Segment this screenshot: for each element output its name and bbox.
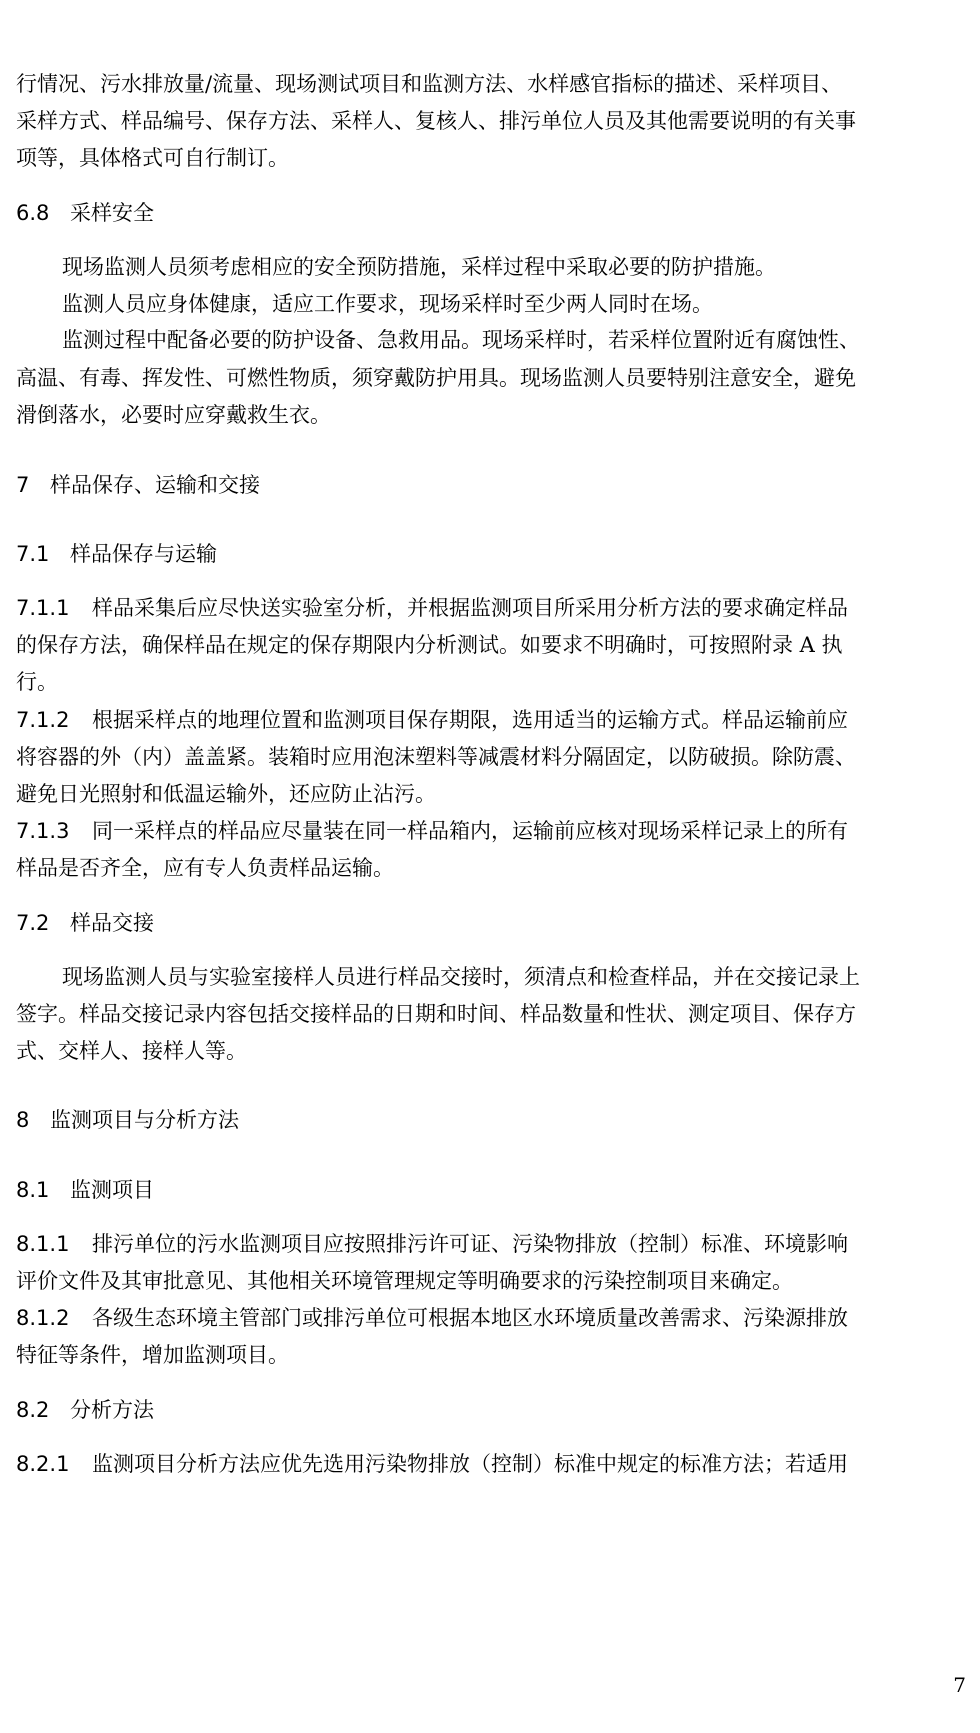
- clause-7-1-2: [16, 706, 966, 734]
- paragraph-line: 监测过程中配备必要的防护设备、急救用品。现场采样时，若采样位置附近有腐蚀性、: [62, 328, 860, 352]
- heading-number: 6.8: [16, 201, 50, 225]
- paragraph-line: 评价文件及其审批意见、其他相关环境管理规定等明确要求的污染控制项目来确定。: [16, 1269, 793, 1293]
- paragraph-line: 避免日光照射和低温运输外，还应防止沾污。: [16, 782, 436, 806]
- paragraph-line: 项等，具体格式可自行制订。: [16, 146, 289, 170]
- clause-8-1-1: [16, 1230, 966, 1258]
- paragraph-line: 式、交样人、接样人等。: [16, 1039, 247, 1063]
- section-heading-6-8: [16, 199, 966, 227]
- heading-title: 样品保存、运输和交接: [50, 473, 260, 497]
- clause-text: 样品采集后应尽快送实验室分析，并根据监测项目所采用分析方法的要求确定样品: [92, 596, 848, 620]
- paragraph-line: 的保存方法，确保样品在规定的保存期限内分析测试。如要求不明确时，可按照附录 A 执: [16, 633, 843, 657]
- clause-text: 排污单位的污水监测项目应按照排污许可证、污染物排放（控制）标准、环境影响: [92, 1232, 848, 1256]
- paragraph-line: 滑倒落水，必要时应穿戴救生衣。: [16, 403, 331, 427]
- section-heading-8-1: [16, 1176, 966, 1204]
- clause-number: 8.2.1: [16, 1452, 70, 1476]
- clause-7-1-1: [16, 594, 966, 622]
- heading-title: 分析方法: [70, 1398, 154, 1422]
- clause-8-2-1: [16, 1450, 966, 1478]
- heading-number: 8.2: [16, 1398, 50, 1422]
- heading-number: 7.1: [16, 542, 50, 566]
- paragraph-line: 采样方式、样品编号、保存方法、采样人、复核人、排污单位人员及其他需要说明的有关事: [16, 109, 856, 133]
- paragraph-line: 高温、有毒、挥发性、可燃性物质，须穿戴防护用具。现场监测人员要特别注意安全，避免: [16, 366, 856, 390]
- heading-title: 监测项目: [70, 1178, 154, 1202]
- paragraph-line: 行情况、污水排放量/流量、现场测试项目和监测方法、水样感官指标的描述、采样项目、: [16, 72, 843, 96]
- paragraph-line: 行。: [16, 670, 58, 694]
- heading-title: 监测项目与分析方法: [50, 1108, 239, 1132]
- clause-number: 7.1.2: [16, 708, 70, 732]
- heading-number: 7: [16, 473, 30, 497]
- clause-number: 8.1.1: [16, 1232, 70, 1256]
- section-heading-8: [16, 1106, 966, 1134]
- paragraph-line: 现场监测人员须考虑相应的安全预防措施，采样过程中采取必要的防护措施。: [62, 255, 776, 279]
- clause-number: 8.1.2: [16, 1306, 70, 1330]
- clause-text: 各级生态环境主管部门或排污单位可根据本地区水环境质量改善需求、污染源排放: [92, 1306, 848, 1330]
- clause-text: 同一采样点的样品应尽量装在同一样品箱内，运输前应核对现场采样记录上的所有: [92, 819, 848, 843]
- clause-8-1-2: [16, 1304, 966, 1332]
- paragraph-line: 监测人员应身体健康，适应工作要求，现场采样时至少两人同时在场。: [62, 292, 713, 316]
- section-heading-7: [16, 471, 966, 499]
- clause-7-1-3: [16, 817, 966, 845]
- paragraph-line: 样品是否齐全，应有专人负责样品运输。: [16, 856, 394, 880]
- paragraph-line: 签字。样品交接记录内容包括交接样品的日期和时间、样品数量和性状、测定项目、保存方: [16, 1002, 856, 1026]
- section-heading-8-2: [16, 1396, 966, 1424]
- clause-number: 7.1.3: [16, 819, 70, 843]
- section-heading-7-1: [16, 540, 966, 568]
- clause-number: 7.1.1: [16, 596, 70, 620]
- clause-text: 监测项目分析方法应优先选用污染物排放（控制）标准中规定的标准方法；若适用: [92, 1452, 848, 1476]
- paragraph-line: 特征等条件，增加监测项目。: [16, 1343, 289, 1367]
- heading-title: 样品交接: [70, 911, 154, 935]
- heading-title: 采样安全: [70, 201, 154, 225]
- paragraph-line: 将容器的外（内）盖盖紧。装箱时应用泡沫塑料等减震材料分隔固定，以防破损。除防震、: [16, 745, 856, 769]
- heading-number: 8.1: [16, 1178, 50, 1202]
- page-number: 7: [953, 1673, 966, 1697]
- heading-number: 8: [16, 1108, 30, 1132]
- paragraph-line: 现场监测人员与实验室接样人员进行样品交接时，须清点和检查样品，并在交接记录上: [62, 965, 860, 989]
- heading-number: 7.2: [16, 911, 50, 935]
- section-heading-7-2: [16, 909, 966, 937]
- clause-text: 根据采样点的地理位置和监测项目保存期限，选用适当的运输方式。样品运输前应: [92, 708, 848, 732]
- heading-title: 样品保存与运输: [70, 542, 217, 566]
